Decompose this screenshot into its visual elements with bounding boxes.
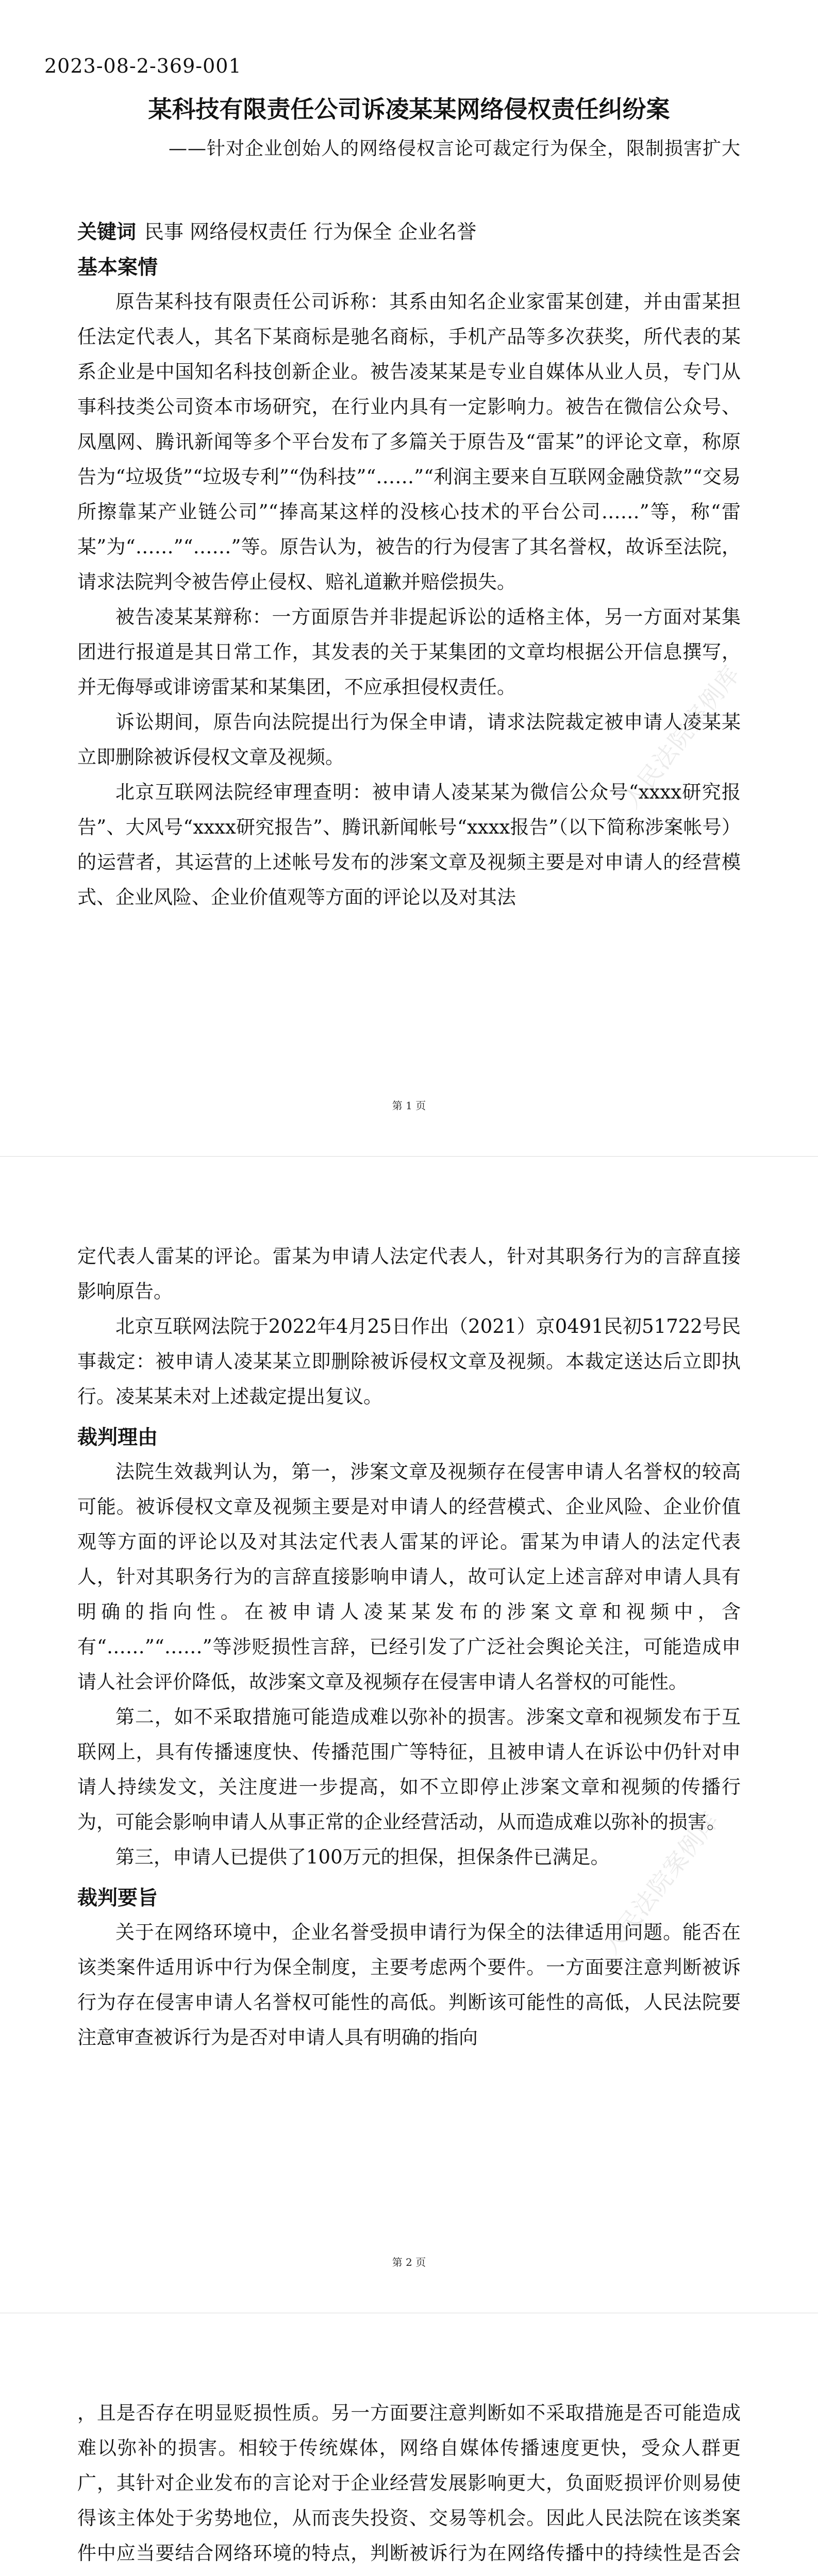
body-paragraph: 定代表人雷某的评论。雷某为申请人法定代表人，针对其职务行为的言辞直接影响原告。 [77,1245,741,1302]
body-paragraph: 被告凌某某辩称：一方面原告并非提起诉讼的适格主体，另一方面对某集团进行报道是其日常工作，其发表的关于某集团的文章均根据公开信息撰写，并无侮辱或诽谤雷某和某集团，不应承担侵权责任。 [77,606,741,698]
document-number: 2023-08-2-369-001 [44,55,242,77]
watermark: 人民法院案例库 [617,659,746,814]
watermark: 人民法院案例库 [596,1806,725,1960]
body-paragraph: 第三，申请人已提供了100万元的担保，担保条件已满足。 [115,1846,610,1868]
body-paragraph: ，且是否存在明显贬损性质。另一方面要注意判断如不采取措施是否可能造成难以弥补的损害。相较于传统媒体，网络自媒体传播速度更快，受众人群更广，其针对企业发布的言论对于企业经营发展影响更大，负面贬损评价则易使得该主体处于劣势地位，从而丧失投资、交易等机会。因此人民法院在该类案件中应当要结合网络环境的特点，判断被诉行为在网络传播中的持续性是否会 [77,2402,741,2564]
case-subtitle: ——针对企业创始人的网络侵权言论可裁定行为保全，限制损害扩大 [168,138,741,159]
page-1-blocks [77,251,741,915]
body-paragraph: 原告某科技有限责任公司诉称：其系由知名企业家雷某创建，并由雷某担任法定代表人，其名下某商标是驰名商标，手机产品等多次获奖，所代表的某系企业是中国知名科技创新企业。被告凌某某是专业自媒体从业人员，专门从事科技类公司资本市场研究，在行业内具有一定影响力。被告在微信公众号、凤凰网、腾讯新闻等多个平台发布了多篇关于原告及“雷某”的评论文章，称原告为“垃圾货”“垃圾专利”“伪科技”“……”“利润主要来自互联网金融贷款”“交易所擦靠某产业链公司”“捧高某这样的没核心技术的平台公司……”等，称“雷某”为“……”“……”等。原告认为，被告的行为侵害了其名誉权，故诉至法院，请求法院判令被告停止侵权、赔礼道歉并赔偿损失。 [77,291,741,593]
page-number: 第 1 页 [392,1099,426,1112]
keywords-value: 民事 网络侵权责任 行为保全 企业名誉 [144,221,477,243]
body-paragraph: 法院生效裁判认为，第一，涉案文章及视频存在侵害申请人名誉权的较高可能。被诉侵权文章及视频主要是对申请人的经营模式、企业风险、企业价值观等方面的评论以及对其法定代表人雷某的评论。雷某为申请人的法定代表人，针对其职务行为的言辞直接影响申请人，故可认定上述言辞对申请人具有明确的指向性。在被申请人凌某某发布的涉案文章和视频中，含有“……”“……”等涉贬损性言辞，已经引发了广泛社会舆论关注，可能造成申请人社会评价降低，故涉案文章及视频存在侵害申请人名誉权的可能性。 [77,1461,741,1693]
section-heading: 基本案情 [77,256,158,279]
body-paragraph: 北京互联网法院于2022年4月25日作出（2021）京0491民初51722号民事裁定：被申请人凌某某立即删除被诉侵权文章及视频。本裁定送达后立即执行。凌某某未对上述裁定提出复议。 [77,1315,741,1408]
body-paragraph: 诉讼期间，原告向法院提出行为保全申请，请求法院裁定被申请人凌某某立即删除被诉侵权文章及视频。 [77,711,741,768]
body-paragraph: 北京互联网法院经审理查明：被申请人凌某某为微信公众号“xxxx研究报告”、大风号“xxxx研究报告”、腾讯新闻帐号“xxxx报告”（以下简称涉案帐号）的运营者，其运营的上述帐号发布的涉案文章及视频主要是对申请人的经营模式、企业风险、企业价值观等方面的评论以及对其法 [77,781,741,908]
page-3 [0,2313,818,2576]
section-heading: 裁判理由 [77,1426,158,1449]
page-3-blocks [77,2396,741,2576]
page-3-content [77,2396,741,2576]
body-paragraph: 关于在网络环境中，企业名誉受损申请行为保全的法律适用问题。能否在该类案件适用诉中行为保全制度，主要考虑两个要件。一方面要注意判断被诉行为存在侵害申请人名誉权可能性的高低。判断该可能性的高低，人民法院要注意审查被诉行为是否对申请人具有明确的指向 [77,1921,741,2048]
page-2 [0,1157,818,2313]
keywords-label: 关键词 [77,221,137,243]
keywords-line [77,216,741,244]
section-heading: 裁判要旨 [77,1887,158,1910]
page-1 [0,0,818,1157]
page-number: 第 2 页 [392,2256,426,2268]
case-title: 某科技有限责任公司诉凌某某网络侵权责任纠纷案 [148,95,670,123]
body-paragraph: 第二，如不采取措施可能造成难以弥补的损害。涉案文章和视频发布于互联网上，具有传播速度快、传播范围广等特征，且被申请人在诉讼中仍针对申请人持续发文，关注度进一步提高，如不立即停止涉案文章和视频的传播行为，可能会影响申请人从事正常的企业经营活动，从而造成难以弥补的损害。 [77,1706,741,1833]
